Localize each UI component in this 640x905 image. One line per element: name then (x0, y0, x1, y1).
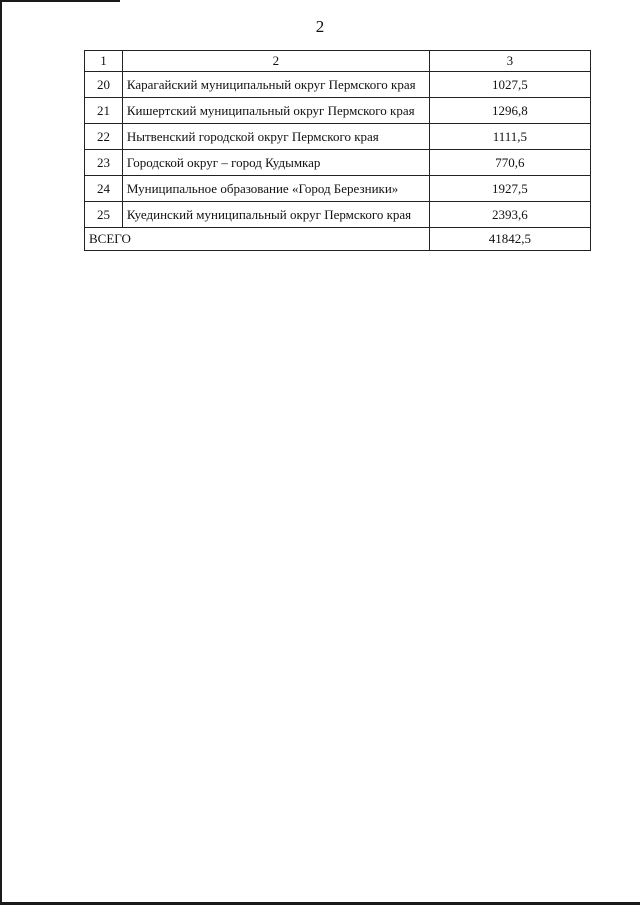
municipality-name: Куединский муниципальный округ Пермского края (122, 202, 429, 228)
municipality-name: Городской округ – город Кудымкар (122, 150, 429, 176)
header-col-2: 2 (122, 51, 429, 72)
table-row (85, 176, 591, 202)
amount-value: 770,6 (429, 150, 590, 176)
amount-value: 1296,8 (429, 98, 590, 124)
row-number: 22 (85, 124, 123, 150)
table-row (85, 124, 591, 150)
header-col-3: 3 (429, 51, 590, 72)
amount-value: 1927,5 (429, 176, 590, 202)
amount-value: 1111,5 (429, 124, 590, 150)
header-col-1: 1 (85, 51, 123, 72)
table-row (85, 150, 591, 176)
municipality-name: Карагайский муниципальный округ Пермского края (122, 72, 429, 98)
row-number: 24 (85, 176, 123, 202)
scan-edge-top (0, 0, 120, 2)
allocation-table (84, 50, 591, 251)
scan-edge-left (0, 0, 2, 905)
municipality-name: Нытвенский городской округ Пермского края (122, 124, 429, 150)
page-number: 2 (315, 17, 325, 36)
table-row (85, 202, 591, 228)
row-number: 25 (85, 202, 123, 228)
total-value: 41842,5 (429, 228, 590, 251)
row-number: 20 (85, 72, 123, 98)
table-row (85, 98, 591, 124)
table-header-row (85, 51, 591, 72)
table-row (85, 72, 591, 98)
total-label: ВСЕГО (85, 228, 430, 251)
row-number: 21 (85, 98, 123, 124)
municipality-name: Кишертский муниципальный округ Пермского края (122, 98, 429, 124)
total-row (85, 228, 591, 251)
amount-value: 2393,6 (429, 202, 590, 228)
municipality-name: Муниципальное образование «Город Березники» (122, 176, 429, 202)
amount-value: 1027,5 (429, 72, 590, 98)
row-number: 23 (85, 150, 123, 176)
